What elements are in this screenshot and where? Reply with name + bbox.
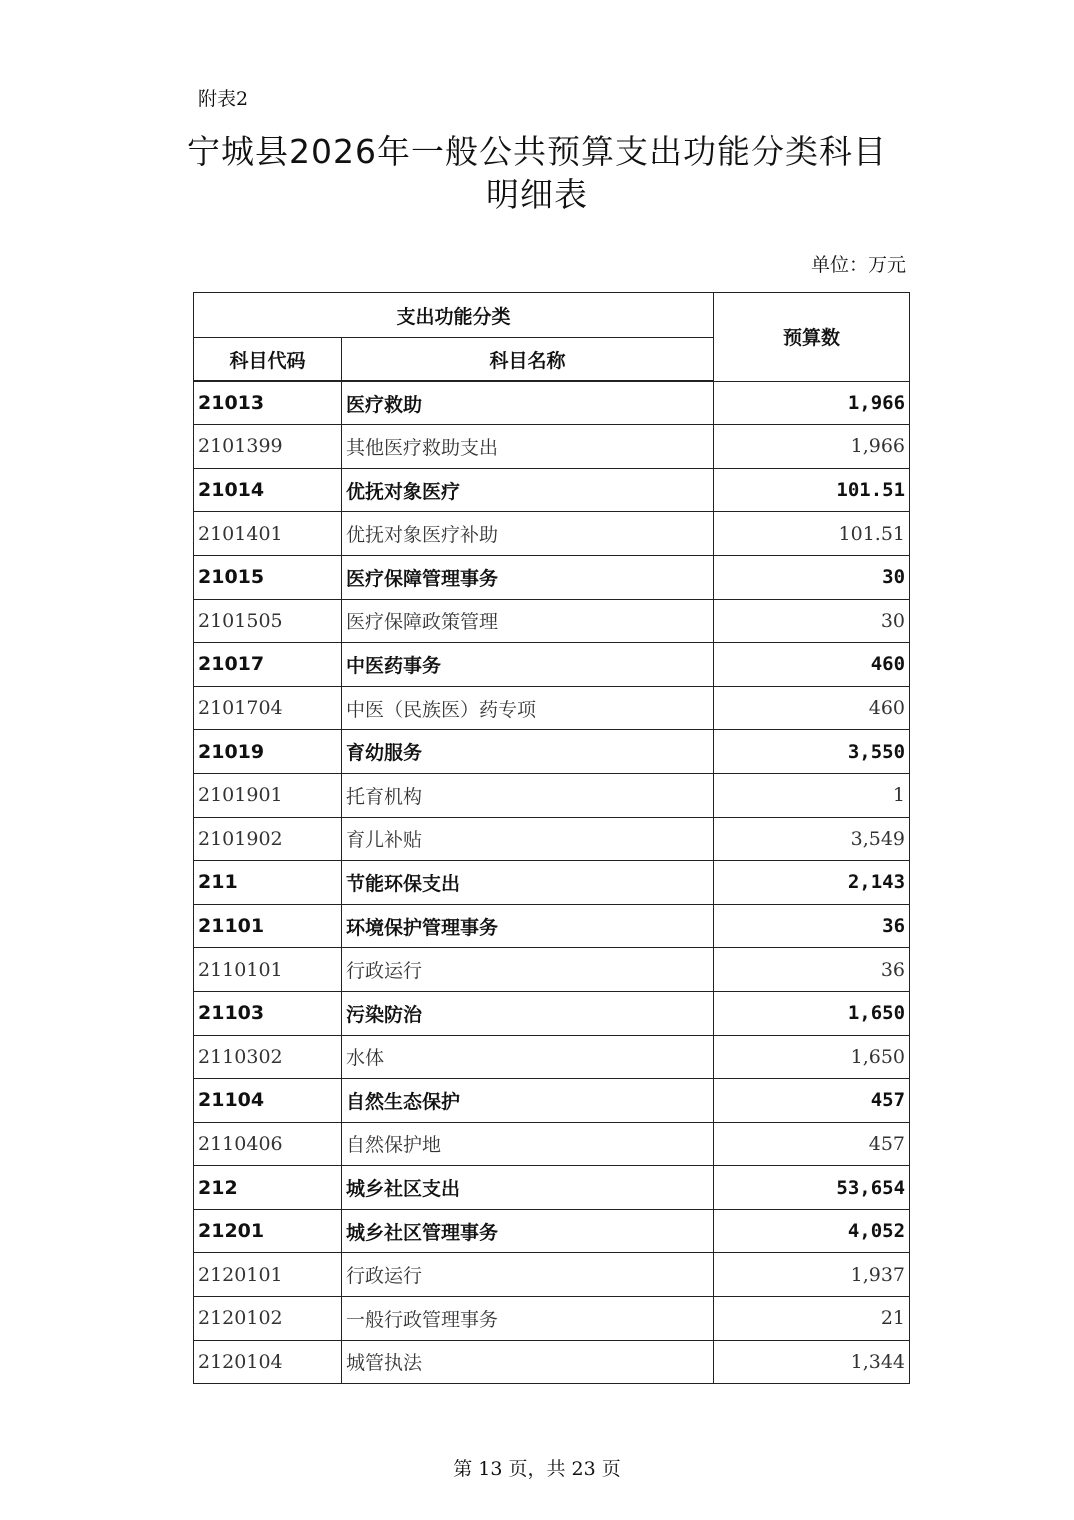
cell-name: 优抚对象医疗补助 bbox=[342, 512, 714, 556]
table-row bbox=[194, 512, 910, 556]
cell-name: 其他医疗救助支出 bbox=[342, 425, 714, 469]
table-row bbox=[194, 1079, 910, 1123]
cell-name: 医疗保障政策管理 bbox=[342, 599, 714, 643]
cell-name: 城管执法 bbox=[342, 1340, 714, 1384]
cell-code: 21017 bbox=[194, 643, 342, 687]
cell-amount: 30 bbox=[714, 555, 910, 599]
cell-name: 一般行政管理事务 bbox=[342, 1297, 714, 1341]
header-name: 科目名称 bbox=[342, 338, 714, 382]
cell-code: 21104 bbox=[194, 1079, 342, 1123]
table-row bbox=[194, 468, 910, 512]
cell-name: 水体 bbox=[342, 1035, 714, 1079]
cell-code: 21014 bbox=[194, 468, 342, 512]
title-line-1: 宁城县2026年一般公共预算支出功能分类科目 bbox=[187, 132, 887, 171]
cell-code: 2120101 bbox=[194, 1253, 342, 1297]
cell-name: 行政运行 bbox=[342, 948, 714, 992]
cell-code: 212 bbox=[194, 1166, 342, 1210]
cell-code: 21013 bbox=[194, 381, 342, 425]
cell-amount: 101.51 bbox=[714, 512, 910, 556]
cell-name: 污染防治 bbox=[342, 991, 714, 1035]
table-row bbox=[194, 381, 910, 425]
cell-amount: 457 bbox=[714, 1122, 910, 1166]
cell-amount: 36 bbox=[714, 904, 910, 948]
cell-name: 自然生态保护 bbox=[342, 1079, 714, 1123]
cell-code: 2101399 bbox=[194, 425, 342, 469]
cell-code: 2110406 bbox=[194, 1122, 342, 1166]
table-row bbox=[194, 1253, 910, 1297]
table-row bbox=[194, 1166, 910, 1210]
table-row bbox=[194, 1209, 910, 1253]
cell-name: 中医（民族医）药专项 bbox=[342, 686, 714, 730]
cell-name: 育儿补贴 bbox=[342, 817, 714, 861]
cell-amount: 1,344 bbox=[714, 1340, 910, 1384]
table-body bbox=[194, 381, 910, 1384]
cell-name: 环境保护管理事务 bbox=[342, 904, 714, 948]
table-row bbox=[194, 1035, 910, 1079]
table-row bbox=[194, 1297, 910, 1341]
cell-amount: 101.51 bbox=[714, 468, 910, 512]
budget-table bbox=[193, 292, 910, 1384]
cell-code: 21019 bbox=[194, 730, 342, 774]
table-row bbox=[194, 555, 910, 599]
cell-name: 优抚对象医疗 bbox=[342, 468, 714, 512]
cell-code: 2101704 bbox=[194, 686, 342, 730]
table-row bbox=[194, 817, 910, 861]
cell-code: 211 bbox=[194, 861, 342, 905]
table-row bbox=[194, 773, 910, 817]
cell-amount: 53,654 bbox=[714, 1166, 910, 1210]
cell-amount: 460 bbox=[714, 643, 910, 687]
cell-amount: 460 bbox=[714, 686, 910, 730]
table-row bbox=[194, 861, 910, 905]
table-row bbox=[194, 643, 910, 687]
header-group: 支出功能分类 bbox=[194, 293, 714, 338]
header-amount: 预算数 bbox=[714, 293, 910, 382]
cell-name: 医疗保障管理事务 bbox=[342, 555, 714, 599]
cell-name: 育幼服务 bbox=[342, 730, 714, 774]
table-row bbox=[194, 599, 910, 643]
cell-code: 2110101 bbox=[194, 948, 342, 992]
table-row bbox=[194, 904, 910, 948]
cell-code: 2120104 bbox=[194, 1340, 342, 1384]
page-footer: 第 13 页，共 23 页 bbox=[453, 1458, 621, 1480]
cell-name: 城乡社区管理事务 bbox=[342, 1209, 714, 1253]
table-row bbox=[194, 1340, 910, 1384]
table-row bbox=[194, 948, 910, 992]
table-row bbox=[194, 686, 910, 730]
cell-amount: 30 bbox=[714, 599, 910, 643]
cell-amount: 4,052 bbox=[714, 1209, 910, 1253]
cell-code: 2101401 bbox=[194, 512, 342, 556]
cell-name: 城乡社区支出 bbox=[342, 1166, 714, 1210]
cell-amount: 1,937 bbox=[714, 1253, 910, 1297]
annex-label: 附表2 bbox=[198, 88, 249, 110]
cell-amount: 1,650 bbox=[714, 991, 910, 1035]
cell-code: 21101 bbox=[194, 904, 342, 948]
cell-name: 托育机构 bbox=[342, 773, 714, 817]
cell-name: 行政运行 bbox=[342, 1253, 714, 1297]
cell-name: 自然保护地 bbox=[342, 1122, 714, 1166]
cell-amount: 2,143 bbox=[714, 861, 910, 905]
cell-code: 2101901 bbox=[194, 773, 342, 817]
cell-amount: 1 bbox=[714, 773, 910, 817]
table-row bbox=[194, 730, 910, 774]
cell-code: 21103 bbox=[194, 991, 342, 1035]
cell-amount: 36 bbox=[714, 948, 910, 992]
cell-code: 2120102 bbox=[194, 1297, 342, 1341]
table-row bbox=[194, 991, 910, 1035]
cell-amount: 1,650 bbox=[714, 1035, 910, 1079]
cell-name: 节能环保支出 bbox=[342, 861, 714, 905]
cell-amount: 457 bbox=[714, 1079, 910, 1123]
table-row bbox=[194, 1122, 910, 1166]
unit-label: 单位：万元 bbox=[810, 254, 906, 276]
cell-name: 中医药事务 bbox=[342, 643, 714, 687]
cell-name: 医疗救助 bbox=[342, 381, 714, 425]
cell-amount: 1,966 bbox=[714, 425, 910, 469]
page-title bbox=[0, 130, 1074, 216]
table-row bbox=[194, 425, 910, 469]
cell-amount: 1,966 bbox=[714, 381, 910, 425]
cell-amount: 3,549 bbox=[714, 817, 910, 861]
title-line-2: 明细表 bbox=[486, 175, 588, 214]
cell-amount: 3,550 bbox=[714, 730, 910, 774]
header-code: 科目代码 bbox=[194, 338, 342, 382]
cell-amount: 21 bbox=[714, 1297, 910, 1341]
cell-code: 2101902 bbox=[194, 817, 342, 861]
cell-code: 21015 bbox=[194, 555, 342, 599]
cell-code: 21201 bbox=[194, 1209, 342, 1253]
cell-code: 2110302 bbox=[194, 1035, 342, 1079]
cell-code: 2101505 bbox=[194, 599, 342, 643]
